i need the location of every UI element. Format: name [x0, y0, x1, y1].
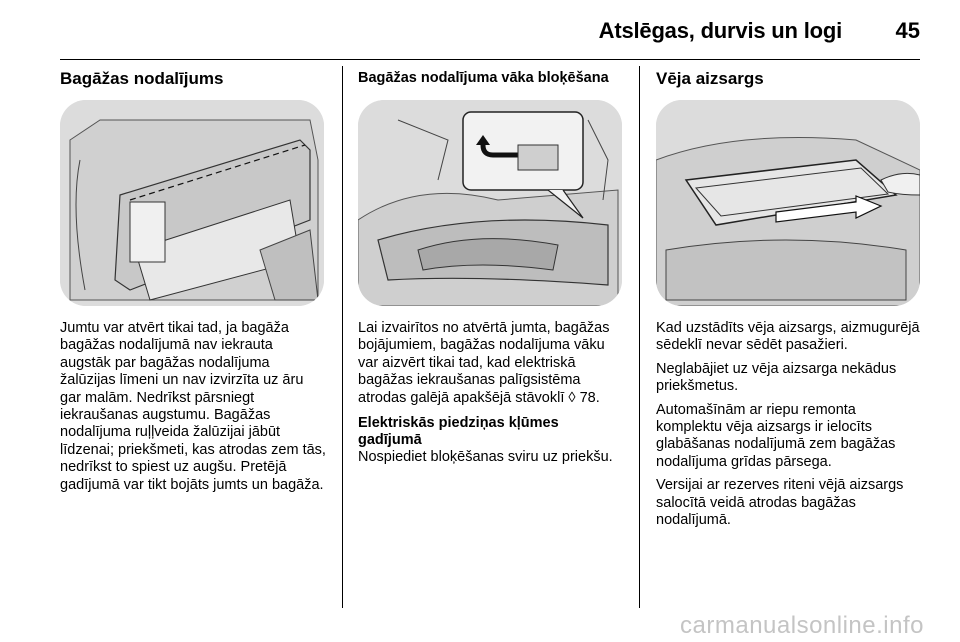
- header-divider: [60, 59, 920, 60]
- column-divider-2: [639, 66, 640, 608]
- column-wind-deflector: [656, 68, 922, 535]
- page-reference-link[interactable]: 78.: [579, 389, 600, 406]
- section-heading: Bagāžas nodalījums: [60, 69, 224, 88]
- body-text: Jumtu var atvērt tikai tad, ja bagāža bagāžas nodalījumā nav iekrauta augstāk par bagāžas nodalījuma žalūzijas līmeni un nav izvirzīta uz āru gar malām. Nedrīkst pārsniegt iekraušanas augstumu. Bagāžas nodalījuma ruļļveida žalūzijai jābūt līdzenai; priekšmeti, kas atrodas zem tās, nedrīkst to spiest uz augšu. Pretējā gadījumā var tikt bojāts jumts un bagāža.: [60, 320, 326, 493]
- subsection-heading: Elektriskās piedziņas kļūmes gadījumā: [358, 415, 559, 449]
- section-heading: Vēja aizsargs: [656, 69, 764, 88]
- body-paragraph: Neglabājiet uz vēja aizsarga nekādus priekšmetus.: [656, 360, 897, 395]
- column-divider-1: [342, 66, 343, 608]
- section-heading: Bagāžas nodalījuma vāka bloķēšana: [358, 70, 609, 86]
- column-lid-locking: [358, 68, 624, 472]
- wind-deflector-illustration: [656, 100, 920, 306]
- page-header-title: Atslēgas, durvis un logi: [598, 18, 842, 43]
- body-paragraph: Versijai ar rezerves riteni vējā aizsargs salocītā veidā atrodas bagāžas nodalījumā.: [656, 477, 904, 529]
- luggage-cover-illustration: [60, 100, 324, 306]
- trunk-lid-illustration: [358, 100, 622, 306]
- body-paragraph: Automašīnām ar riepu remonta komplektu vēja aizsargs ir ielocīts glabāšanas nodalījumā zem bagāžas nodalījuma grīdas pārsega.: [656, 401, 896, 470]
- body-text: Lai izvairītos no atvērtā jumta, bagāžas bojājumiem, bagāžas nodalījuma vāku var aizvērt tikai tad, kad elektriskā bagāžas iekraušanas palīgsistēma atrodas galējā apakšējā stāvoklī ◊ 78.: [358, 320, 610, 406]
- body-text: Nospiediet bloķēšanas sviru uz priekšu.: [358, 449, 613, 466]
- body-paragraph: Kad uzstādīts vēja aizsargs, aizmugurējā sēdeklī nevar sēdēt pasažieri.: [656, 320, 920, 354]
- column-luggage-compartment: [60, 68, 326, 500]
- watermark: carmanualsonline.info: [680, 612, 924, 639]
- page-reference-icon: ◊: [568, 389, 576, 406]
- page-number: 45: [895, 18, 920, 43]
